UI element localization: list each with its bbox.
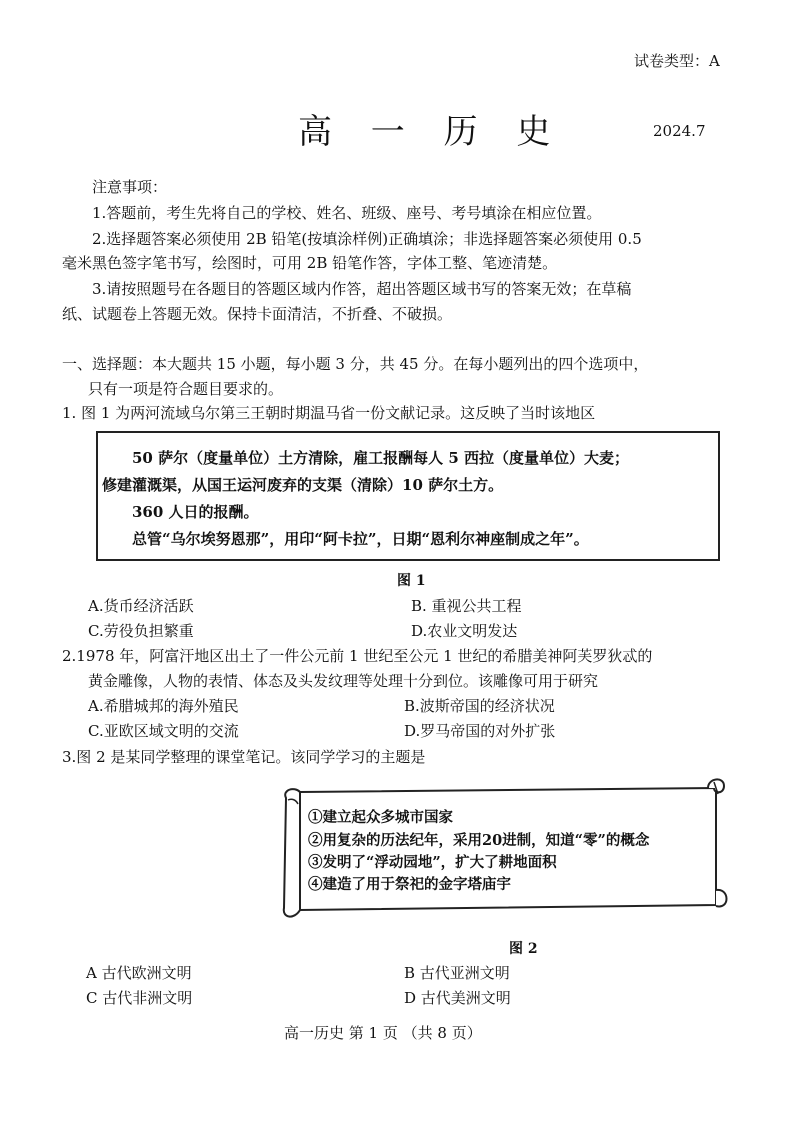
section-heading-line2: 只有一项是符合题目要求的。 [88, 380, 284, 398]
figure-1-line-2: 修建灌溉渠，从国王运河废弃的支渠（清除）10 萨尔土方。 [102, 476, 504, 494]
q1-option-b: B. 重视公共工程 [411, 597, 522, 615]
q3-option-b: B 古代亚洲文明 [404, 964, 510, 982]
paper-type: 试卷类型：A [634, 52, 720, 70]
figure-1-caption: 图 1 [397, 573, 426, 589]
q3-option-d: D 古代美洲文明 [404, 989, 511, 1007]
note-item-3-line2: 纸、试题卷上答题无效。保持卡面清洁，不折叠、不破损。 [62, 305, 453, 323]
page-title: 高 一 历 史 [298, 112, 565, 152]
scroll-line-3: ③发明了“浮动园地”，扩大了耕地面积 [308, 854, 557, 871]
q1-option-c: C.劳役负担繁重 [88, 622, 194, 640]
figure-1-box [96, 431, 720, 561]
q2-option-c: C.亚欧区域文明的交流 [88, 722, 239, 740]
q1-option-d: D.农业文明发达 [411, 622, 518, 640]
scroll-line-4: ④建造了用于祭祀的金字塔庙宇 [308, 876, 511, 893]
note-item-2-line1: 2.选择题答案必须使用 2B 铅笔(按填涂样例)正确填涂；非选择题答案必须使用 0.5 [92, 230, 642, 248]
q1-option-a: A.货币经济活跃 [88, 597, 194, 615]
section-heading-line1: 一、选择题：本大题共 15 小题，每小题 3 分，共 45 分。在每小题列出的四个选项中， [62, 355, 649, 373]
q3-option-a: A 古代欧洲文明 [86, 964, 192, 982]
figure-2-caption: 图 2 [509, 941, 538, 957]
q2-option-a: A.希腊城邦的海外殖民 [88, 697, 239, 715]
question-2-stem-line1: 2.1978 年，阿富汗地区出土了一件公元前 1 世纪至公元 1 世纪的希腊美神阿芙罗狄忒的 [62, 647, 653, 665]
note-item-2-line2: 毫米黑色签字笔书写，绘图时，可用 2B 铅笔作答，字体工整、笔迹清楚。 [62, 254, 558, 272]
notes-heading: 注意事项： [92, 178, 168, 196]
figure-1-line-3: 360 人日的报酬。 [132, 503, 259, 521]
figure-1-line-4: 总管“乌尔埃努恩那”，用印“阿卡拉”，日期“恩利尔神座制成之年”。 [132, 530, 589, 548]
scroll-line-2: ②用复杂的历法纪年，采用20进制，知道“零”的概念 [308, 832, 650, 849]
question-2-stem-line2: 黄金雕像，人物的表情、体态及头发纹理等处理十分到位。该雕像可用于研究 [88, 672, 599, 690]
q2-option-d: D.罗马帝国的对外扩张 [404, 722, 556, 740]
q3-option-c: C 古代非洲文明 [86, 989, 193, 1007]
page-footer: 高一历史 第 1 页 （共 8 页） [284, 1024, 482, 1042]
note-item-3-line1: 3.请按照题号在各题目的答题区域内作答，超出答题区域书写的答案无效；在草稿 [92, 280, 632, 298]
note-item-1: 1.答题前，考生先将自己的学校、姓名、班级、座号、考号填涂在相应位置。 [92, 204, 602, 222]
q2-option-b: B.波斯帝国的经济状况 [404, 697, 555, 715]
figure-1-line-1: 50 萨尔（度量单位）土方清除，雇工报酬每人 5 西拉（度量单位）大麦； [132, 449, 629, 467]
scroll-roll-left [284, 789, 300, 916]
scroll-line-1: ①建立起众多城市国家 [308, 809, 453, 826]
exam-date: 2024.7 [653, 122, 706, 140]
question-1-stem: 1. 图 1 为两河流域乌尔第三王朝时期温马省一份文献记录。这反映了当时该地区 [62, 404, 596, 422]
question-3-stem: 3.图 2 是某同学整理的课堂笔记。该同学学习的主题是 [62, 748, 426, 766]
